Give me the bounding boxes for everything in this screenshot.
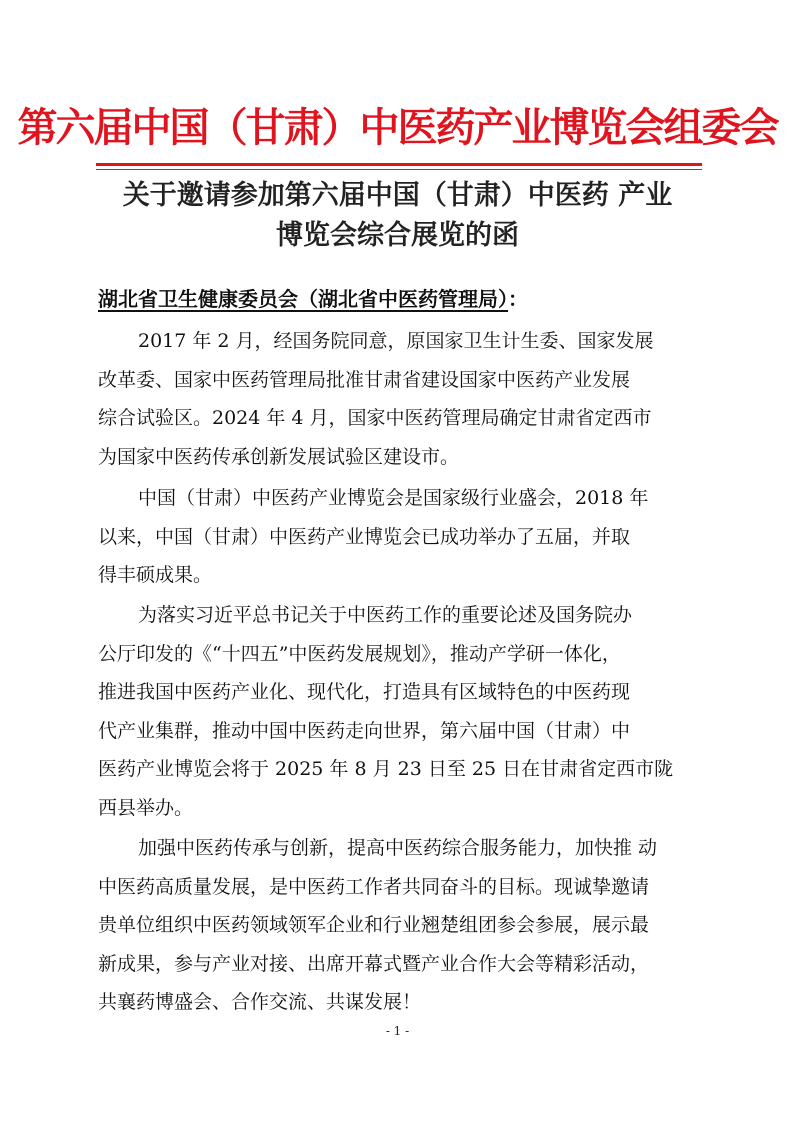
salutation-colon: ：	[508, 287, 528, 311]
document-title-line-2: 博览会综合展览的函	[276, 220, 519, 251]
paragraph-line: 公厅印发的《“十四五”中医药发展规划》，推动产学研一体化，	[98, 642, 621, 665]
paragraph-line: 为落实习近平总书记关于中医药工作的重要论述及国务院办	[138, 604, 633, 626]
paragraph-line: 以来，中国（甘肃）中医药产业博览会已成功举办了五届，并取	[98, 525, 631, 548]
paragraph-line: 2017 年 2 月，经国务院同意，原国家卫生计生委、国家发展	[138, 330, 654, 352]
paragraph-line: 西县举办。	[98, 796, 194, 819]
paragraph-3	[98, 596, 698, 827]
paragraph-line: 医药产业博览会将于 2025 年 8 月 23 日至 25 日在甘肃省定西市陇	[98, 758, 674, 780]
paragraph-4	[98, 829, 698, 1022]
paragraph-line: 推进我国中医药产业化、现代化，打造具有区域特色的中医药现	[98, 681, 631, 703]
header-red-rule-thick	[96, 163, 702, 166]
paragraph-line: 新成果，参与产业对接、出席开幕式暨产业合作大会等精彩活动，	[98, 952, 650, 975]
paragraph-line: 加强中医药传承与创新，提高中医药综合服务能力，加快推 动	[138, 837, 658, 859]
paragraph-1	[98, 322, 698, 476]
paragraph-line: 得丰硕成果。	[98, 564, 213, 586]
organization-header: 第六届中国（甘肃）中医药产业博览会组委会	[17, 104, 778, 151]
salutation	[98, 284, 528, 314]
paragraph-line: 中医药高质量发展，是中医药工作者共同奋斗的目标。现诚挚邀请	[98, 875, 650, 898]
header-red-rule-thin	[96, 169, 702, 170]
document-title	[60, 176, 735, 256]
paragraph-line: 共襄药博盛会、合作交流、共谋发展！	[98, 991, 422, 1013]
paragraph-line: 代产业集群，推动中国中医药走向世界，第六届中国（甘肃）中	[98, 719, 631, 742]
paragraph-line: 中国（甘肃）中医药产业博览会是国家级行业盛会，2018 年	[138, 487, 649, 509]
salutation-addressee: 湖北省卫生健康委员会（湖北省中医药管理局）	[98, 287, 508, 311]
paragraph-line: 改革委、国家中医药管理局批准甘肃省建设国家中医药产业发展	[98, 368, 631, 391]
page-number: - 1 -	[385, 1024, 410, 1038]
document-title-line-1: 关于邀请参加第六届中国（甘肃）中医药 产业	[122, 180, 673, 211]
paragraph-line: 为国家中医药传承创新发展试验区建设市。	[98, 445, 460, 468]
paragraph-line: 综合试验区。2024 年 4 月，国家中医药管理局确定甘肃省定西市	[98, 407, 652, 429]
paragraph-line: 贵单位组织中医药领域领军企业和行业翘楚组团参会参展，展示最	[98, 914, 650, 936]
paragraph-2	[98, 479, 698, 595]
